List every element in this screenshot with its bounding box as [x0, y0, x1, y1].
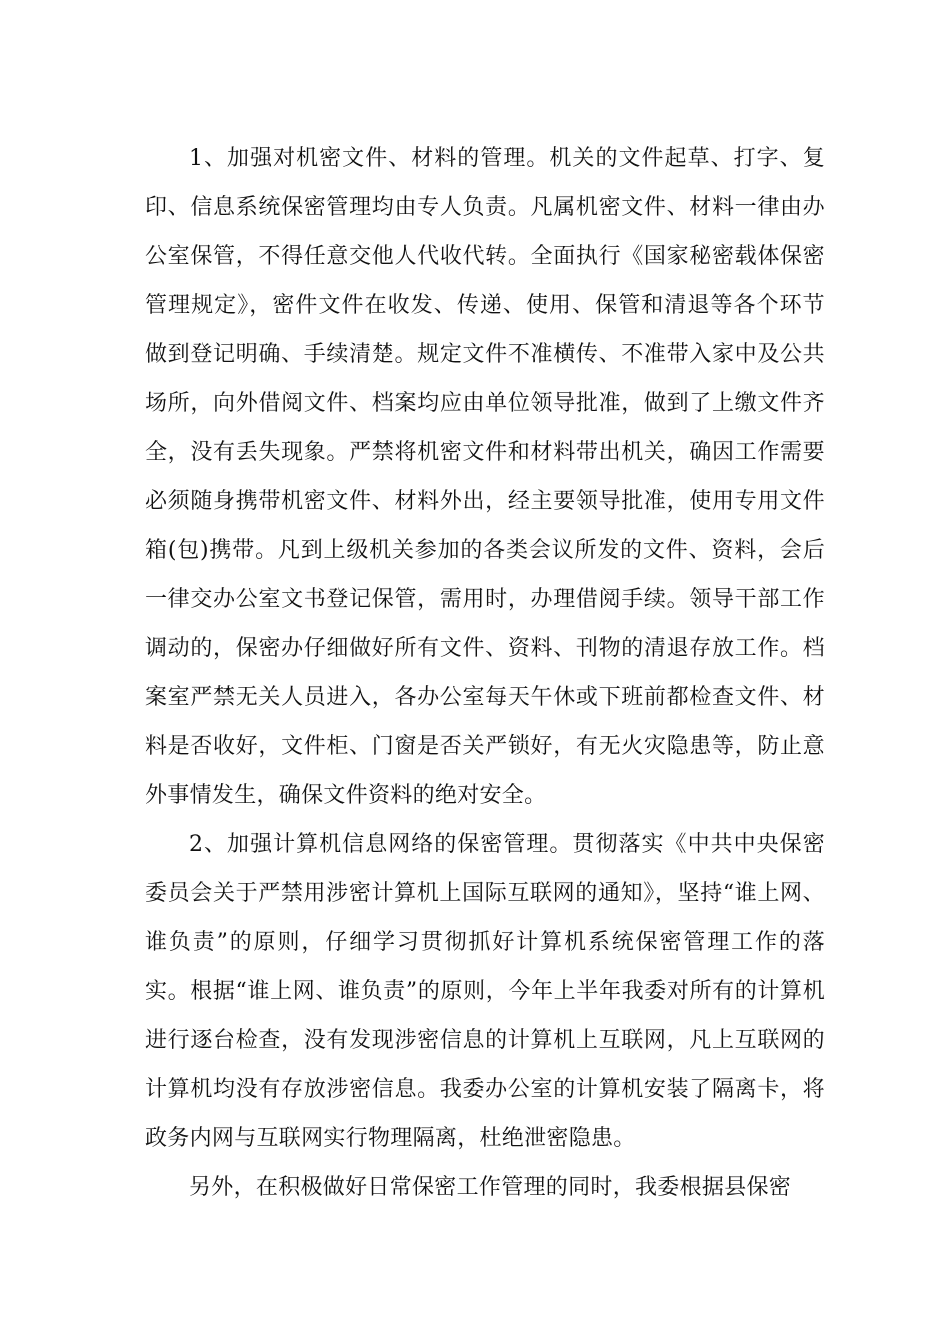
- paragraph-2: 2、加强计算机信息网络的保密管理。贯彻落实《中共中央保密委员会关于严禁用涉密计算机上国际互联网的通知》，坚持“谁上网、谁负责”的原则，仔细学习贯彻抓好计算机系统保密管理工作的落实。根据“谁上网、谁负责”的原则，今年上半年我委对所有的计算机进行逐台检查，没有发现涉密信息的计算机上互联网，凡上互联网的计算机均没有存放涉密信息。我委办公室的计算机安装了隔离卡，将政务内网与互联网实行物理隔离，杜绝泄密隐患。: [145, 832, 825, 1151]
- paragraph-3: 另外，在积极做好日常保密工作管理的同时，我委根据县保密: [189, 1175, 792, 1200]
- paragraph-1: 1、加强对机密文件、材料的管理。机关的文件起草、打字、复印、信息系统保密管理均由专人负责。凡属机密文件、材料一律由办公室保管，不得任意交他人代收代转。全面执行《国家秘密载体保密管理规定》，密件文件在收发、传递、使用、保管和清退等各个环节做到登记明确、手续清楚。规定文件不准横传、不准带入家中及公共场所，向外借阅文件、档案均应由单位领导批准，做到了上缴文件齐全，没有丢失现象。严禁将机密文件和材料带出机关，确因工作需要必须随身携带机密文件、材料外出，经主要领导批准，使用专用文件箱(包)携带。凡到上级机关参加的各类会议所发的文件、资料，会后一律交办公室文书登记保管，需用时，办理借阅手续。领导干部工作调动的，保密办仔细做好所有文件、资料、刊物的清退存放工作。档案室严禁无关人员进入，各办公室每天午休或下班前都检查文件、材料是否收好，文件柜、门窗是否关严锁好，有无火灾隐患等，防止意外事情发生，确保文件资料的绝对安全。: [145, 146, 825, 808]
- document-body: [145, 134, 825, 1212]
